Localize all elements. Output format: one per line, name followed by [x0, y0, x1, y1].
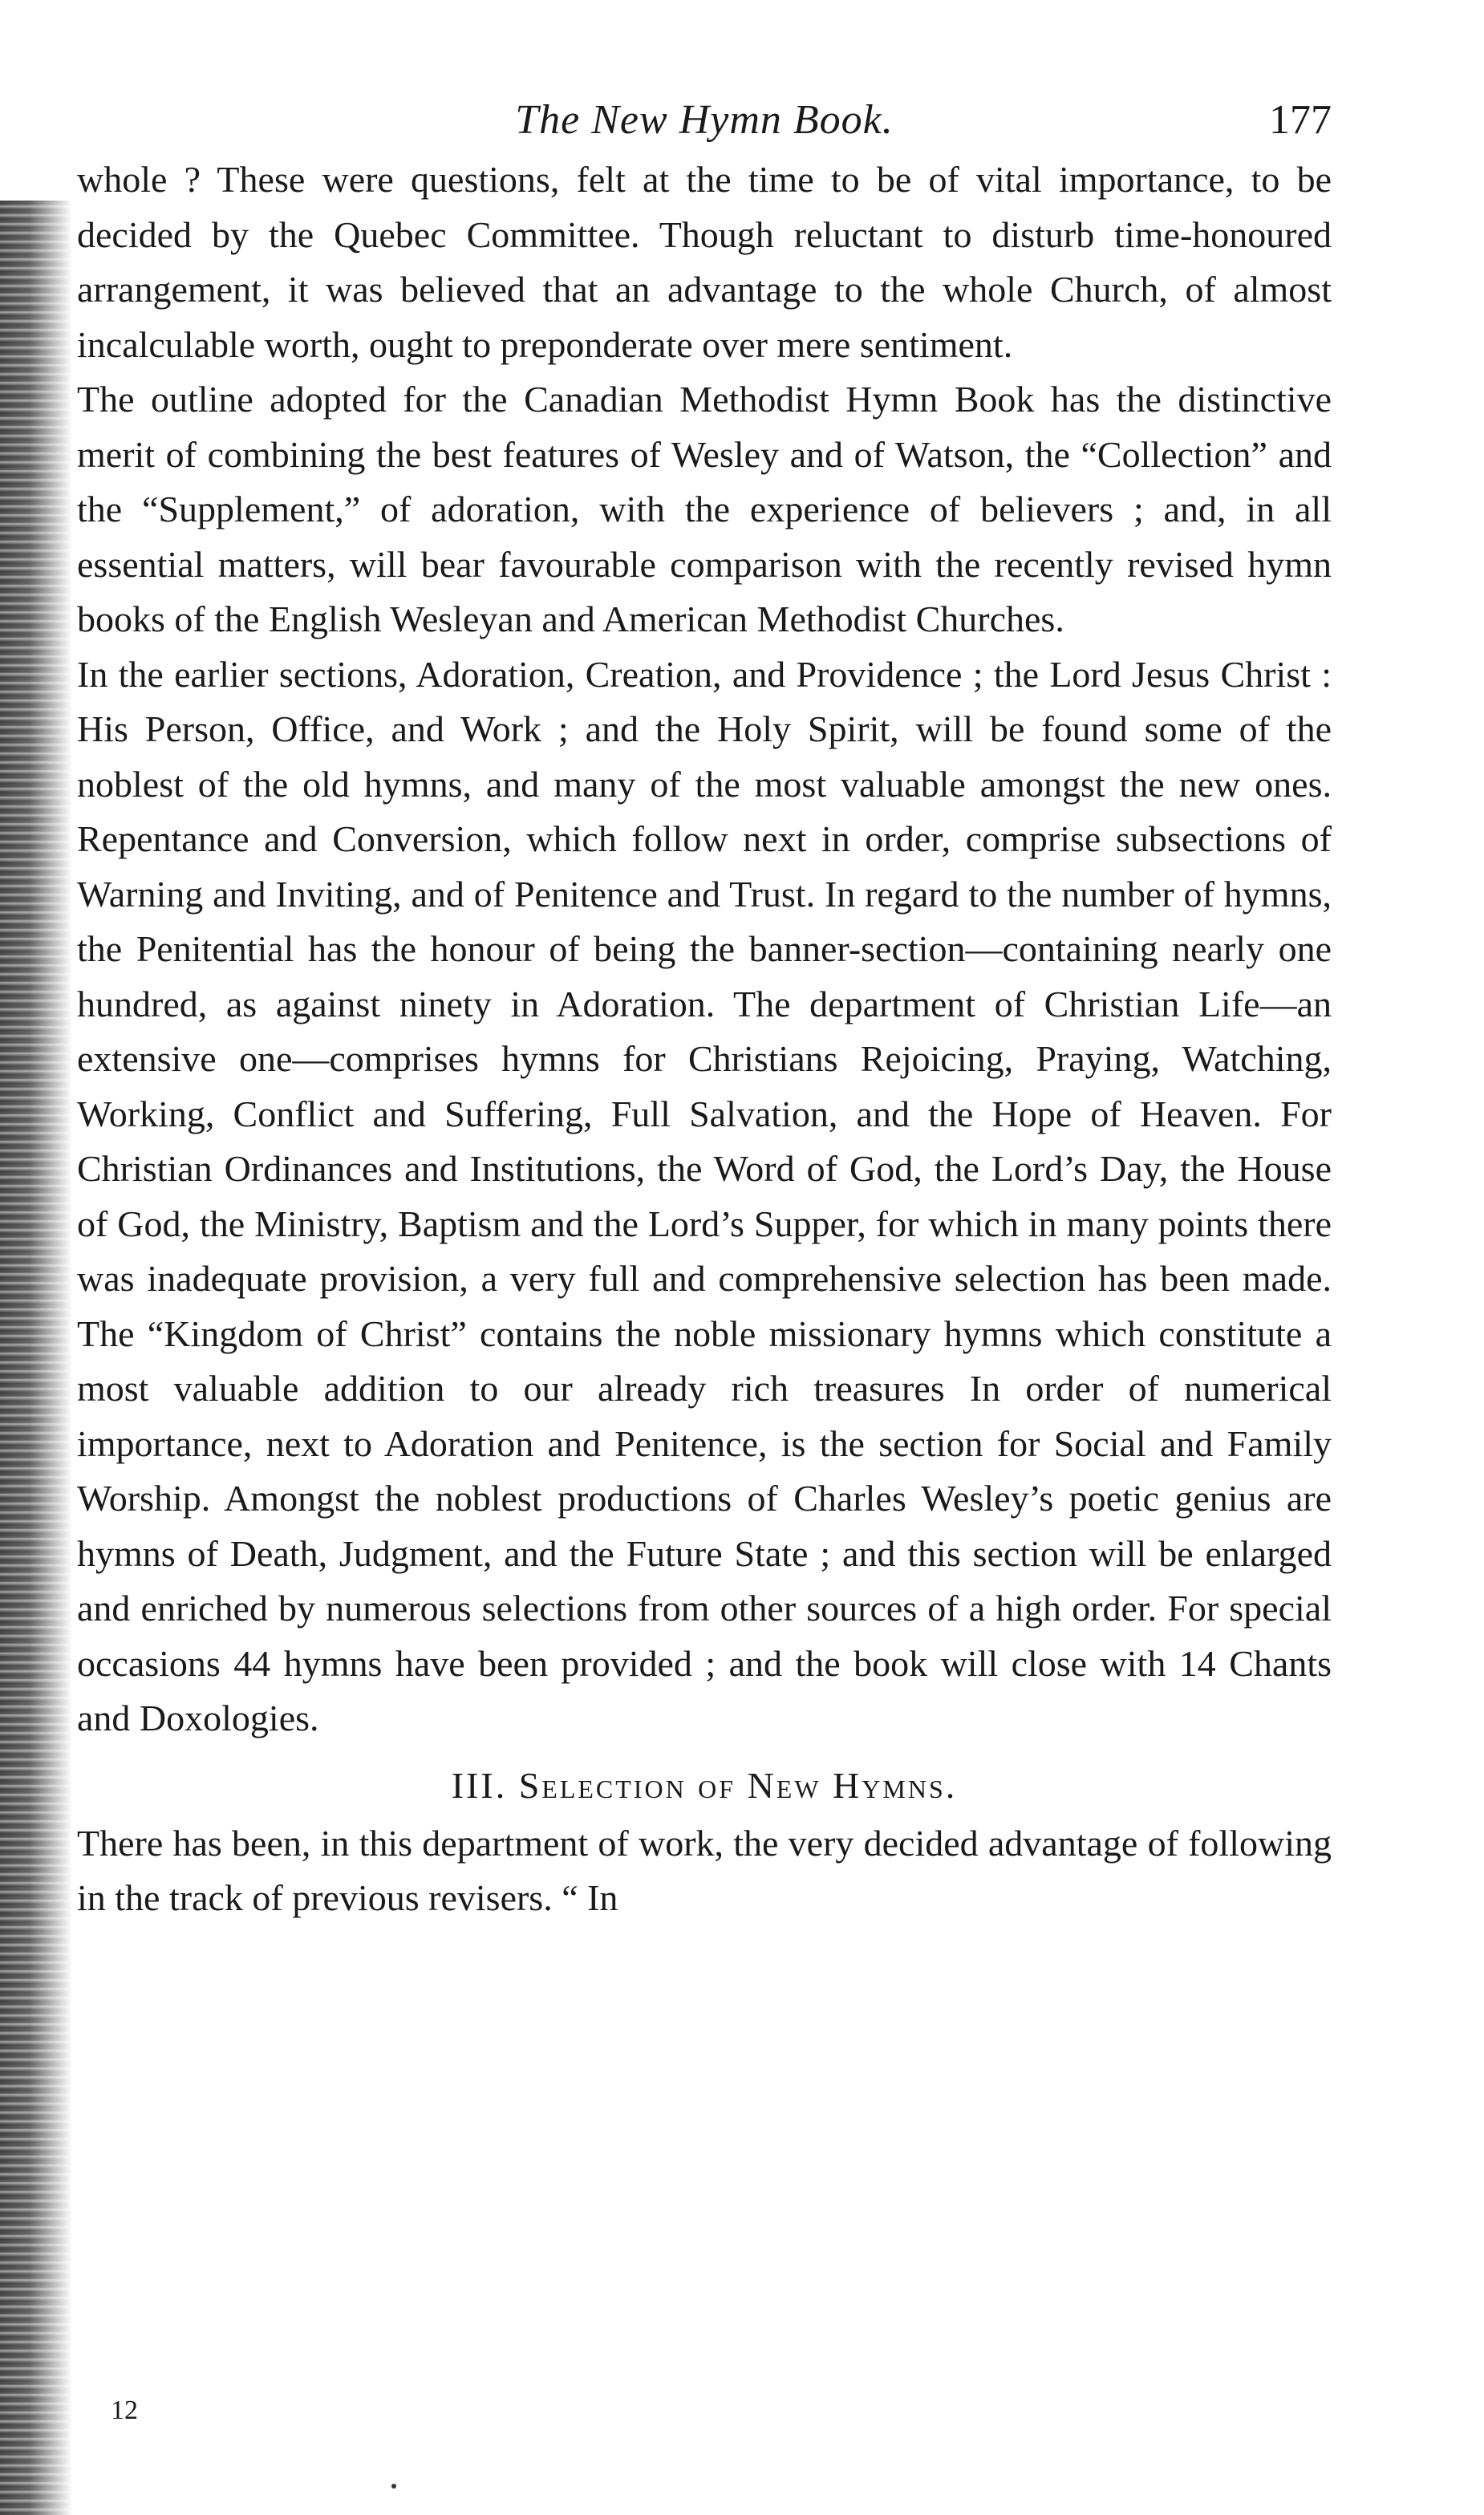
section-heading: III. Selection of New Hymns. [451, 1764, 958, 1806]
paragraph-2: The outline adopted for the Canadian Methodist Hymn Book has the distinctive merit of combining the best features of Wesley and of Watson, the “Collection” and the “Supplement,” of adoration, with the experience of believers ; and, in all essential matters, will bear favourable comparison with the recently revised hymn books of the English Wesleyan and American Methodist Churches. [77, 379, 1332, 639]
section-paragraph: There has been, in this department of work, the very decided advantage of following in the track of previous revisers. “ In [77, 1822, 1332, 1918]
paragraph-1: whole ? These were questions, felt at the time to be of vital importance, to be decided by the Quebec Committee. Though reluctant to disturb time-honoured arrangement, it was believed that an advantage to the whole Church, of almost incalculable worth, ought to preponderate over mere sentiment. [77, 159, 1332, 365]
ink-speck [391, 2484, 396, 2489]
running-title: The New Hymn Book. [515, 97, 894, 143]
book-page [77, 96, 1332, 1926]
paragraph-3: In the earlier sections, Adoration, Creation, and Providence ; the Lord Jesus Christ : His Person, Office, and Work ; and the Holy Spirit, will be found some of the noblest of the old hymns, and many of the most valuable amongst the new ones. Repentance and Conversion, which follow next in order, comprise subsections of Warning and Inviting, and of Penitence and Trust. In regard to the number of hymns, the Penitential has the honour of being the banner-section—containing nearly one hundred, as against ninety in Adoration. The department of Christian Life—an extensive one—comprises hymns for Christians Rejoicing, Praying, Watching, Working, Conflict and Suffering, Full Salvation, and the Hope of Heaven. For Christian Ordinances and Institutions, the Word of God, the Lord’s Day, the House of God, the Ministry, Baptism and the Lord’s Supper, for which in many points there was inadequate provision, a very full and comprehensive selection has been made. The “Kingdom of Christ” contains the noble missionary hymns which constitute a most valuable addition to our already rich treasures In order of numerical importance, next to Adoration and Penitence, is the section for Social and Family Worship. Amongst the noblest productions of Charles Wesley’s poetic genius are hymns of Death, Judgment, and the Future State ; and this section will be enlarged and enriched by numerous selections from other sources of a high order. For special occasions 44 hymns have been provided ; and the book will close with 14 Chants and Doxologies. [77, 653, 1332, 1738]
page-number: 177 [1269, 97, 1332, 143]
book-binding-shadow [0, 201, 72, 2515]
running-header [77, 96, 1332, 152]
printer-signature-mark: 12 [111, 2395, 138, 2425]
